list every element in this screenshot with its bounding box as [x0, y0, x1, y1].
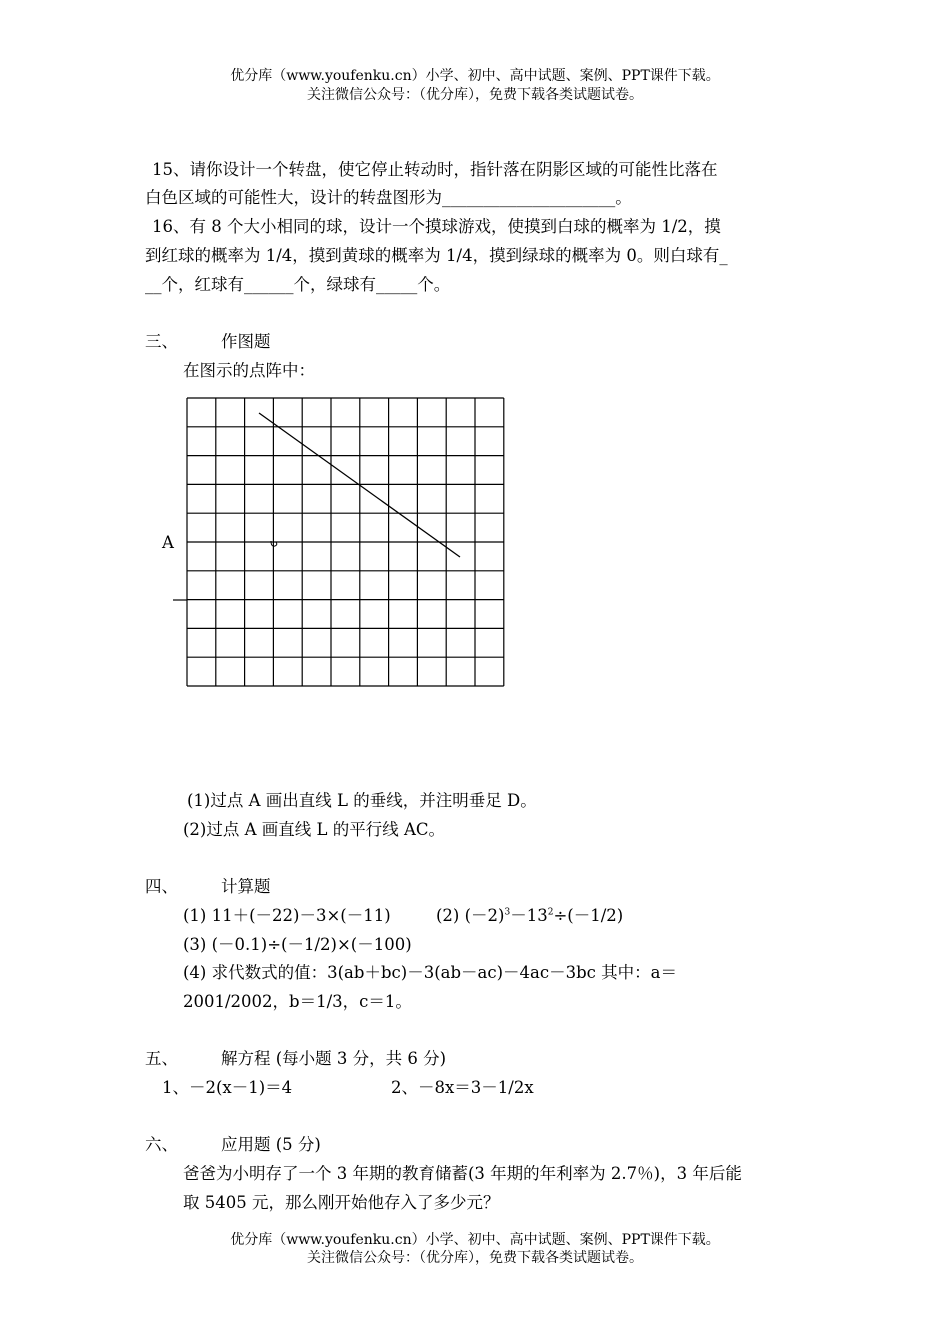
section3-task-1: (1)过点 A 画出直线 L 的垂线，并注明垂足 D。 [187, 791, 537, 810]
calc-problem-2 [436, 906, 623, 926]
section3-title: 作图题 [221, 332, 271, 351]
calc-p2-part-a: (2) (－2) [436, 906, 505, 925]
calc-p2-exponent-1: 3 [504, 907, 511, 918]
q16-line-3: __个，红球有______个，绿球有_____个。 [145, 275, 451, 294]
q16-line-2: 到红球的概率为 1/4，摸到黄球的概率为 1/4，摸到绿球的概率为 0。则白球有_ [145, 246, 728, 265]
header-line-2: 关注微信公众号：（优分库），免费下载各类试题试卷。 [307, 87, 643, 103]
footer-line-2: 关注微信公众号：（优分库），免费下载各类试题试卷。 [307, 1250, 643, 1266]
section6-line-2: 取 5405 元，那么刚开始他存入了多少元？ [183, 1193, 500, 1212]
footer-line-1: 优分库（www.youfenku.cn）小学、初中、高中试题、案例、PPT课件下载。 [230, 1232, 720, 1248]
calc-problem-3: (3) (－0.1)÷(－1/2)×(－100) [183, 935, 412, 954]
calc-problem-4-line-2: 2001/2002，b＝1/3，c＝1。 [183, 992, 412, 1011]
section4-title: 计算题 [221, 877, 271, 896]
section5-number: 五、 [145, 1049, 178, 1068]
section5-title: 解方程 (每小题 3 分，共 6 分) [221, 1049, 447, 1068]
section4-number: 四、 [145, 877, 178, 896]
header-line-1: 优分库（www.youfenku.cn）小学、初中、高中试题、案例、PPT课件下载。 [230, 68, 720, 84]
point-a-label: A [162, 533, 174, 552]
q16-line-1: 16、有 8 个大小相同的球，设计一个摸球游戏，使摸到白球的概率为 1/2，摸 [152, 217, 721, 236]
section6-line-1: 爸爸为小明存了一个 3 年期的教育储蓄(3 年期的年利率为 2.7％)，3 年后能 [183, 1164, 742, 1183]
equation-2: 2、－8x＝3－1/2x [391, 1078, 534, 1097]
calc-p2-part-b: －13 [510, 906, 548, 925]
q15-line-1: 15、请你设计一个转盘，使它停止转动时，指针落在阴影区域的可能性比落在 [152, 160, 718, 179]
section3-intro: 在图示的点阵中： [183, 361, 315, 380]
calc-p2-part-c: ÷(－1/2) [553, 906, 624, 925]
calc-problem-4-line-1: (4) 求代数式的值：3(ab＋bc)－3(ab－ac)－4ac－3bc 其中：a＝ [183, 963, 678, 982]
q15-line-2: 白色区域的可能性大，设计的转盘图形为_____________________。 [145, 188, 632, 207]
grid-lines [187, 398, 504, 686]
calc-problem-1: (1) 11＋(－22)－3×(－11) [183, 906, 391, 925]
section3-number: 三、 [145, 332, 178, 351]
calc-p2-exponent-2: 2 [547, 907, 554, 918]
section6-number: 六、 [145, 1135, 178, 1154]
section3-task-2: (2)过点 A 画直线 L 的平行线 AC。 [183, 820, 446, 839]
section6-title: 应用题 (5 分) [221, 1135, 321, 1154]
equation-1: 1、－2(x－1)＝4 [162, 1078, 293, 1097]
